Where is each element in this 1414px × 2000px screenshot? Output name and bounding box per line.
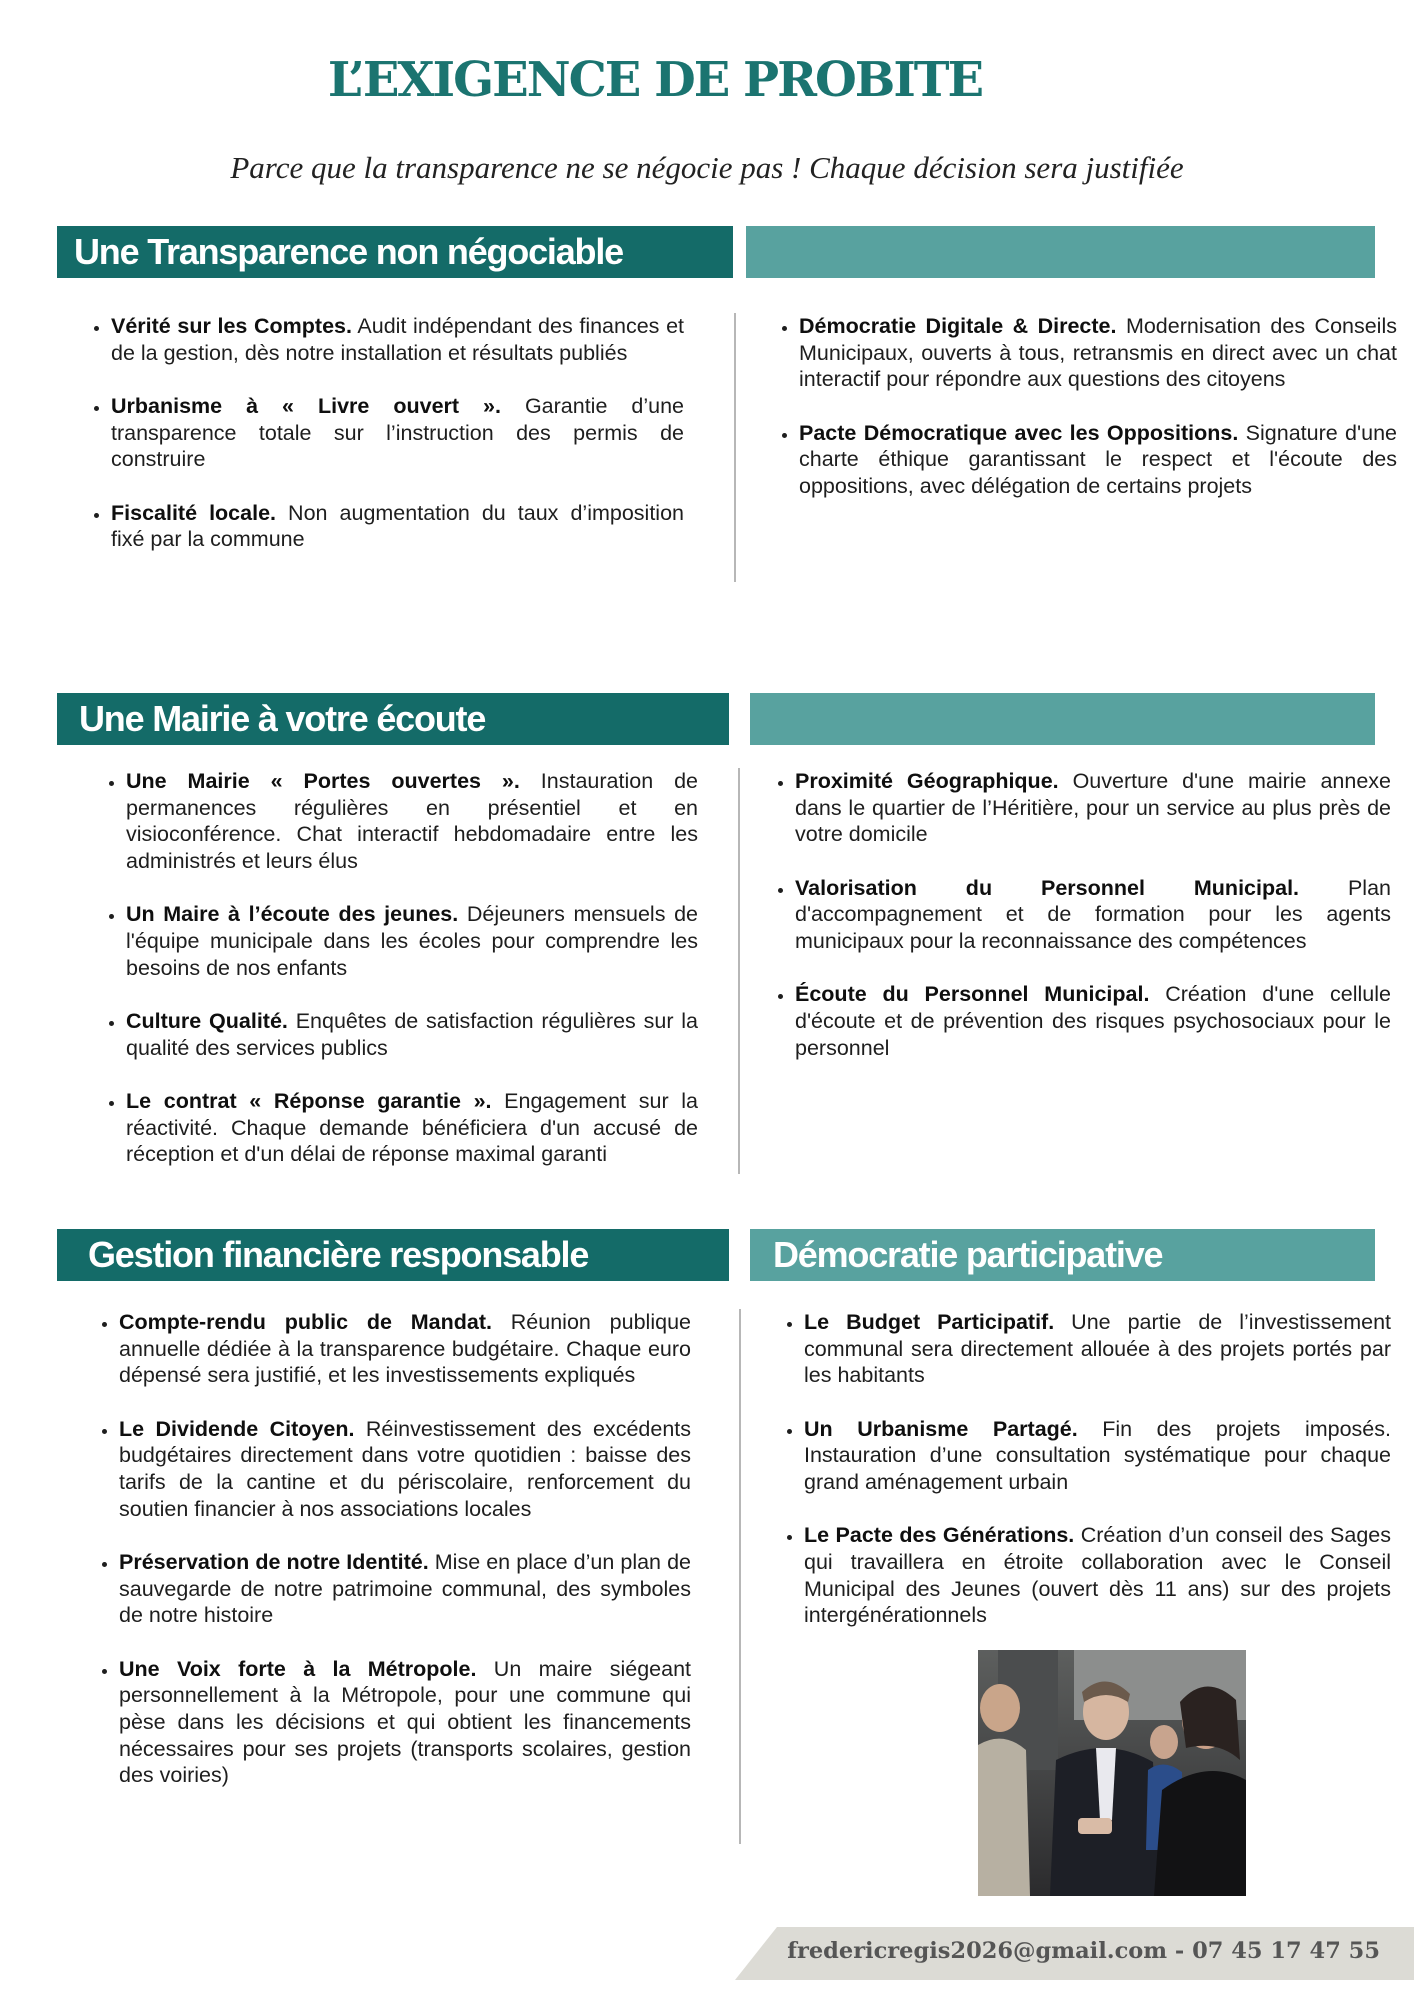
item-title: Proximité Géographique. (795, 769, 1059, 793)
list-gestion (93, 1309, 691, 1816)
page-title: L’EXIGENCE DE PROBITE (327, 52, 983, 108)
item-text: Mise en place d’un plan de sauvegarde de notre patrimoine communal, des symboles de notre histoire (119, 1549, 691, 1628)
item-title: Fiscalité locale. (111, 500, 277, 525)
item-text: Déjeuners mensuels de l'équipe municipale dans les écoles pour comprendre les besoins de nos enfants (126, 902, 698, 980)
item-title: Valorisation du Personnel Municipal. (795, 875, 1300, 900)
item-title: Culture Qualité. (126, 1008, 288, 1033)
list-item (804, 1416, 1391, 1496)
section-heading-text: Une Mairie à votre écoute (79, 698, 486, 739)
item-title: Une Mairie « Portes ouvertes ». (126, 769, 520, 793)
item-text: Une partie de l’investissement communal sera directement allouée à des projets portés par les habitants (804, 1310, 1391, 1388)
list-transparence-right (773, 313, 1397, 526)
column-divider (738, 768, 740, 1174)
list-item (119, 1656, 691, 1790)
list-item (799, 420, 1397, 500)
list-item (795, 768, 1391, 848)
item-text: Fin des projets imposés. Instauration d’une consultation systématique pour chaque grand aménagement urbain (804, 1416, 1391, 1495)
list-item (795, 875, 1391, 955)
section-heading-transparence (57, 226, 733, 278)
list-item (804, 1522, 1391, 1629)
item-text: Création d’un conseil des Sages qui travaillera en étroite collaboration avec le Conseil Municipal des Jeunes (ouvert dès 11 ans) sur des projets intergénérationnels (804, 1523, 1391, 1628)
list-item (126, 1088, 698, 1168)
item-title: Le Pacte des Générations. (804, 1523, 1075, 1548)
item-text: Modernisation des Conseils Municipaux, ouverts à tous, retransmis en direct avec un chat interactif pour répondre aux questions des citoyens (799, 314, 1397, 392)
section-band-transparence-right (746, 226, 1375, 278)
list-item (119, 1309, 691, 1389)
list-item (126, 1008, 698, 1061)
item-text: Garantie d’une transparence totale sur l’instruction des permis de construire (111, 393, 684, 472)
item-text: Création d'une cellule d'écoute et de prévention des risques psychosociaux pour le personnel (795, 982, 1392, 1060)
column-divider (739, 1309, 741, 1844)
list-item (795, 981, 1391, 1061)
section-heading-mairie (57, 693, 729, 745)
column-divider (734, 313, 736, 582)
list-item (111, 393, 684, 473)
item-text: Engagement sur la réactivité. Chaque demande bénéficiera d'un accusé de réception et d'un délai de réponse maximal garanti (126, 1088, 698, 1167)
item-text: Réunion publique annuelle dédiée à la transparence budgétaire. Chaque euro dépensé sera justifié, et les investissements expliqués (119, 1310, 691, 1388)
footer-contact: fredericregis2026@gmail.com - 07 45 17 47 55 (787, 1938, 1380, 1964)
item-title: Compte-rendu public de Mandat. (119, 1310, 492, 1334)
section-heading-gestion (57, 1229, 729, 1281)
list-item (111, 500, 684, 553)
list-democratie (778, 1309, 1391, 1656)
list-transparence-left (85, 313, 684, 579)
item-text: Réinvestissement des excédents budgétaires directement dans votre quotidien : baisse des tarifs de la cantine et du périscolaire, renforcement du soutien financier à nos associations locales (119, 1416, 691, 1521)
list-item (126, 901, 698, 981)
section-heading-text: Une Transparence non négociable (74, 231, 623, 272)
item-text: Instauration de permanences régulières en présentiel et en visioconférence. Chat interactif hebdomadaire entre les administrés et leurs élus (126, 769, 698, 874)
item-title: Le contrat « Réponse garantie ». (126, 1088, 492, 1113)
item-title: Démocratie Digitale & Directe. (799, 314, 1117, 338)
item-title: Une Voix forte à la Métropole. (119, 1656, 477, 1681)
list-item (119, 1416, 691, 1523)
campaign-photo-illustration (978, 1650, 1246, 1896)
item-title: Préservation de notre Identité. (119, 1549, 429, 1574)
item-title: Un Maire à l’écoute des jeunes. (126, 902, 459, 927)
item-title: Le Budget Participatif. (804, 1310, 1055, 1334)
list-item (111, 313, 684, 366)
list-item (804, 1309, 1391, 1389)
item-text: Non augmentation du taux d’imposition fixé par la commune (111, 500, 684, 552)
item-title: Pacte Démocratique avec les Oppositions. (799, 420, 1239, 445)
item-text: Enquêtes de satisfaction régulières sur la qualité des services publics (126, 1008, 699, 1060)
item-text: Ouverture d'une mairie annexe dans le quartier de l’Héritière, pour un service au plus près de votre domicile (795, 769, 1391, 847)
section-heading-text: Gestion financière responsable (88, 1234, 589, 1275)
list-item (799, 313, 1397, 393)
item-text: Plan d'accompagnement et de formation pour les agents municipaux pour la reconnaissance des compétences (795, 875, 1391, 954)
item-text: Audit indépendant des finances et de la gestion, dès notre installation et résultats publiés (111, 314, 684, 365)
section-band-mairie-right (750, 693, 1375, 745)
list-mairie-right (769, 768, 1391, 1088)
item-title: Le Dividende Citoyen. (119, 1416, 355, 1441)
campaign-photo (978, 1650, 1246, 1896)
item-title: Un Urbanisme Partagé. (804, 1416, 1078, 1441)
section-heading-text: Démocratie participative (773, 1234, 1163, 1275)
list-item (119, 1549, 691, 1629)
item-title: Urbanisme à « Livre ouvert ». (111, 393, 501, 418)
item-text: Signature d'une charte éthique garantissant le respect et l'écoute des oppositions, avec délégation de certains projets (799, 420, 1397, 499)
item-text: Un maire siégeant personnellement à la Métropole, pour une commune qui pèse dans les décisions et qui obtient les financements nécessaires pour ses projets (transports scolaires, gestion des voiries) (119, 1656, 692, 1788)
section-heading-democratie (750, 1229, 1375, 1281)
list-item (126, 768, 698, 875)
page-subtitle: Parce que la transparence ne se négocie pas ! Chaque décision sera justifiée (230, 150, 1184, 185)
item-title: Écoute du Personnel Municipal. (795, 982, 1150, 1007)
item-title: Vérité sur les Comptes. (111, 314, 352, 338)
list-mairie-left (100, 768, 698, 1194)
